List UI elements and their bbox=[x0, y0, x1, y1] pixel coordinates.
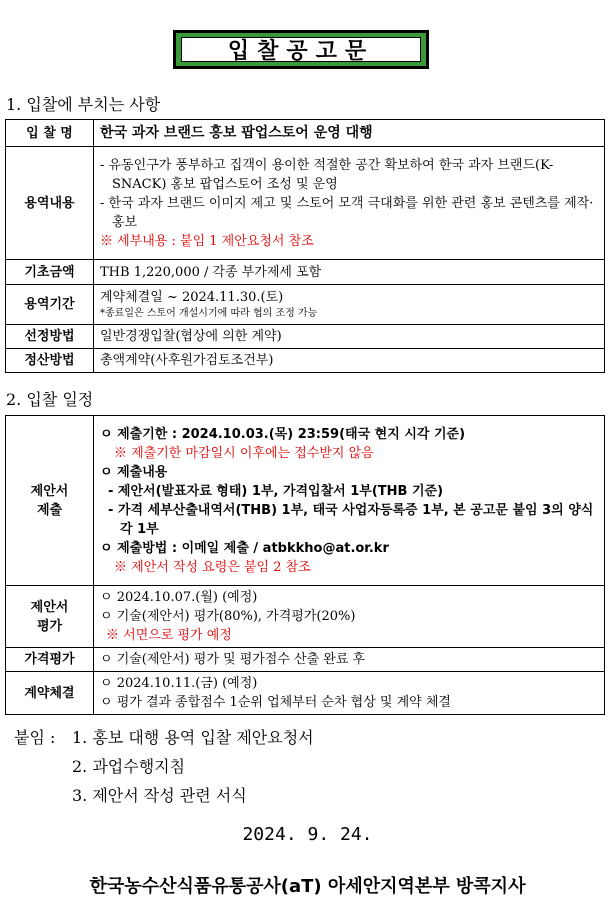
bid-info-table bbox=[5, 119, 605, 373]
price-label: 가격평가 bbox=[6, 648, 94, 672]
contract-process: ㅇ 평가 결과 종합점수 1순위 업체부터 순차 협상 및 계약 체결 bbox=[100, 695, 451, 710]
contract-date: ㅇ 2024.10.11.(금) (예정) bbox=[100, 676, 258, 691]
service-item-1: - 유동인구가 풍부하고 집객이 용이한 적절한 공간 확보하여 한국 과자 브랜드(K-SNACK) 홍보 팝업스토어 조성 및 운영 bbox=[100, 157, 554, 192]
title-frame bbox=[173, 30, 429, 69]
bid-name-value: 한국 과자 브랜드 홍보 팝업스토어 운영 대행 bbox=[94, 120, 605, 147]
submit-method: ㅇ 제출방법 : 이메일 제출 / atbkkho@at.or.kr bbox=[100, 540, 389, 556]
submit-deadline-note: ※ 제출기한 마감일시 이후에는 접수받지 않음 bbox=[114, 445, 374, 461]
amount-label: 기초금액 bbox=[6, 260, 94, 285]
method-label: 선정방법 bbox=[6, 325, 94, 349]
submit-contents-item-2: - 가격 세부산출내역서(THB) 1부, 태국 사업자등록증 1부, 본 공고문 붙임 3의 양식 각 1부 bbox=[108, 502, 594, 537]
period-value: 계약체결일 ~ 2024.11.30.(토) bbox=[100, 290, 284, 305]
eval-ratio: ㅇ 기술(제안서) 평가(80%), 가격평가(20%) bbox=[100, 609, 356, 624]
attachments-label: 붙임 : bbox=[14, 728, 56, 747]
eval-label: 제안서 평가 bbox=[6, 586, 94, 648]
service-note: ※ 세부내용 : 붙임 1 제안요청서 참조 bbox=[100, 233, 314, 249]
row-bid-name bbox=[6, 120, 605, 147]
section1-heading: 1. 입찰에 부치는 사항 bbox=[6, 95, 161, 114]
schedule-table bbox=[5, 415, 605, 715]
service-label: 용역내용 bbox=[6, 147, 94, 260]
contract-label: 계약체결 bbox=[6, 672, 94, 715]
section2-heading: 2. 입찰 일정 bbox=[6, 390, 94, 409]
page-title: 입찰공고문 bbox=[181, 37, 421, 62]
submit-guide-note: ※ 제안서 작성 요령은 붙임 2 참조 bbox=[114, 559, 311, 575]
row-contract bbox=[6, 672, 605, 715]
row-submit bbox=[6, 416, 605, 586]
row-eval bbox=[6, 586, 605, 648]
attachment-item-2: 2. 과업수행지침 bbox=[72, 757, 186, 776]
row-amount bbox=[6, 260, 605, 285]
submit-contents-heading: ㅇ 제출내용 bbox=[100, 464, 168, 480]
row-settle bbox=[6, 349, 605, 373]
row-period bbox=[6, 285, 605, 325]
bid-name-label: 입 찰 명 bbox=[6, 120, 94, 147]
period-note: *종료일은 스토어 개설시기에 따라 협의 조정 가능 bbox=[100, 308, 318, 319]
submit-label: 제안서 제출 bbox=[6, 416, 94, 586]
notice-date: 2024. 9. 24. bbox=[242, 824, 373, 845]
price-value: ㅇ 기술(제안서) 평가 및 평가점수 산출 완료 후 bbox=[94, 648, 605, 672]
period-label: 용역기간 bbox=[6, 285, 94, 325]
attachment-item-3: 3. 제안서 작성 관련 서식 bbox=[72, 786, 247, 805]
row-price bbox=[6, 648, 605, 672]
method-value: 일반경쟁입찰(협상에 의한 계약) bbox=[94, 325, 605, 349]
service-item-2: - 한국 과자 브랜드 이미지 제고 및 스토어 모객 극대화를 위한 관련 홍보 콘텐츠를 제작·홍보 bbox=[100, 195, 594, 230]
eval-date: ㅇ 2024.10.07.(월) (예정) bbox=[100, 590, 258, 605]
organization-name: 한국농수산식품유통공사(aT) 아세안지역본부 방콕지사 bbox=[89, 876, 526, 897]
amount-value: THB 1,220,000 / 각종 부가제세 포함 bbox=[94, 260, 605, 285]
row-service bbox=[6, 147, 605, 260]
submit-deadline: ㅇ 제출기한 : 2024.10.03.(목) 23:59(태국 현지 시각 기준) bbox=[100, 426, 466, 442]
submit-contents-item-1: - 제안서(발표자료 형태) 1부, 가격입찰서 1부(THB 기준) bbox=[108, 483, 444, 499]
attachment-item-1: 1. 홍보 대행 용역 입찰 제안요청서 bbox=[72, 728, 314, 747]
row-method bbox=[6, 325, 605, 349]
settle-label: 정산방법 bbox=[6, 349, 94, 373]
eval-note: ※ 서면으로 평가 예정 bbox=[106, 628, 232, 643]
settle-value: 총액계약(사후원가검토조건부) bbox=[94, 349, 605, 373]
